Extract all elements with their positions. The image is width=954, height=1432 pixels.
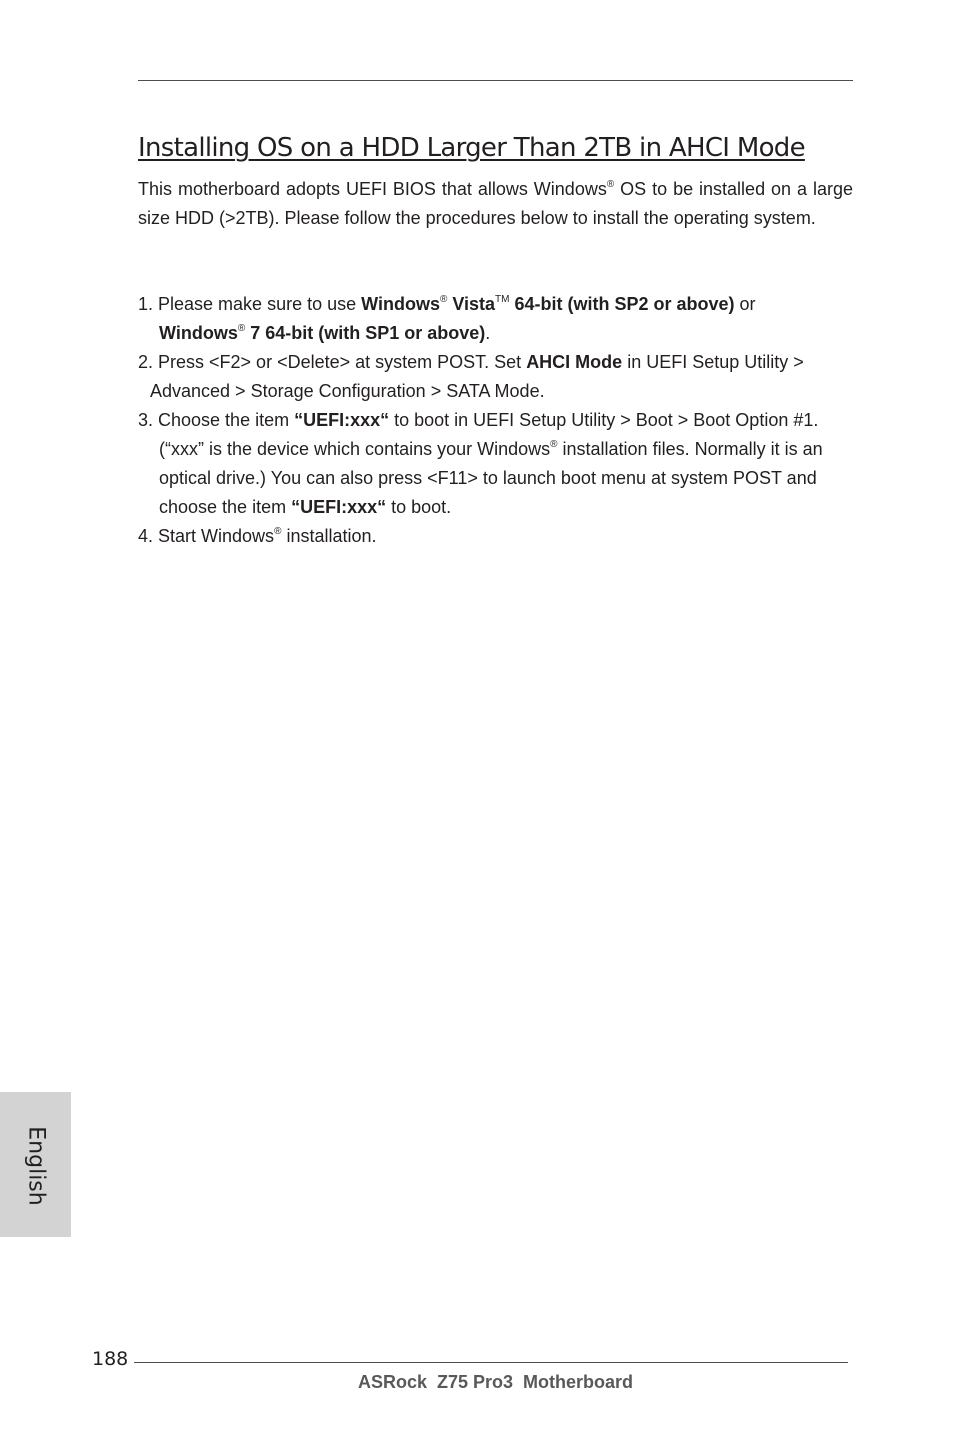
registered-mark: ® [439,294,448,305]
step-text: . [485,323,491,343]
step-text: Advanced > Storage Configuration > SATA Mode. [150,381,545,401]
language-tab [0,1092,71,1237]
intro-text-2: OS to be installed on a large size HDD (>2TB). Please follow the procedures below to install the operating system. [138,179,853,228]
registered-mark: ® [274,526,282,537]
language-tab-label: English [23,1126,49,1206]
footer-product-name: ASRock Z75 Pro3 Motherboard [358,1372,634,1392]
trademark-mark: TM [495,294,510,305]
registered-mark: ® [606,179,615,190]
os-name: Vista [447,294,496,314]
os-version: 7 64-bit (with SP1 or above) [245,323,486,343]
list-item-step-1 [138,290,858,348]
step-text: or [734,294,756,314]
boot-item-name: “UEFI:xxx“ [291,497,387,517]
registered-mark: ® [237,323,246,334]
intro-paragraph [138,175,853,233]
setting-name: AHCI Mode [526,352,623,372]
step-text: to boot in UEFI Setup Utility > Boot > Boot Option #1. (“xxx” is the device which contains your Windows [159,410,819,459]
step-text: installation. [281,526,377,546]
intro-text-1: This motherboard adopts UEFI BIOS that allows Windows [138,179,607,199]
step-text: installation files. Normally it is an optical drive.) You can also press <F11> to launch boot menu at system POST and choose the item [159,439,823,517]
step-number: 1. [138,294,154,314]
step-text: Press <F2> or <Delete> at system POST. Set [153,352,527,372]
os-name: Windows [361,294,440,314]
boot-item-name: “UEFI:xxx“ [294,410,390,430]
list-item-step-3 [138,406,858,522]
step-text: to boot. [386,497,452,517]
os-name: Windows [159,323,238,343]
page-number: 188 [92,1348,129,1370]
list-item-step-2 [138,348,858,406]
instruction-list [138,290,858,551]
step-text: Choose the item [153,410,295,430]
step-text: in UEFI Setup Utility > [622,352,804,372]
page-title: Installing OS on a HDD Larger Than 2TB in AHCI Mode [138,133,805,163]
step-number: 4. [138,526,154,546]
header-rule [138,80,853,81]
step-text: Please make sure to use [153,294,362,314]
step-text: Start Windows [153,526,275,546]
step-number: 2. [138,352,154,372]
registered-mark: ® [550,439,558,450]
step-number: 3. [138,410,154,430]
footer-rule [134,1362,848,1363]
list-item-step-4 [138,522,858,551]
os-version: 64-bit (with SP2 or above) [509,294,735,314]
